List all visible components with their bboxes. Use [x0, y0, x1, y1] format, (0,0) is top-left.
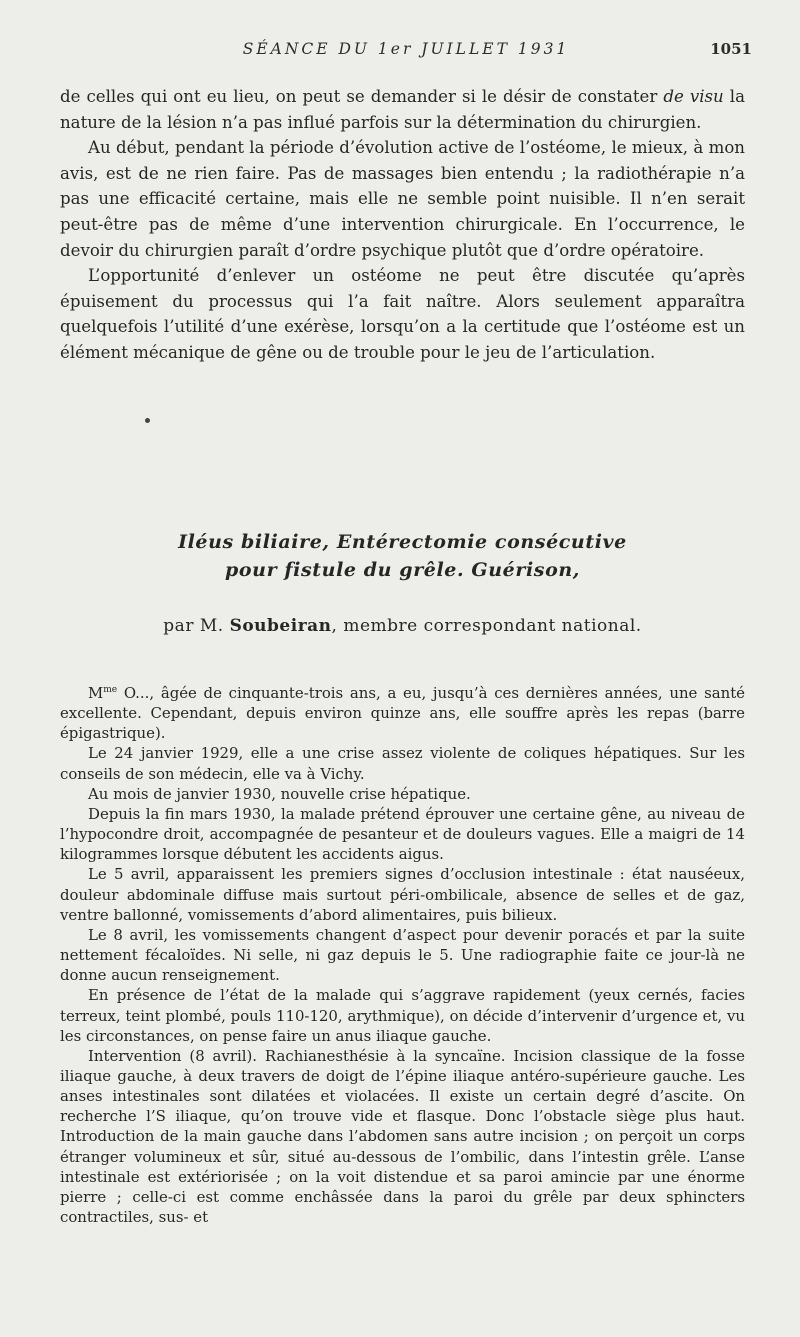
body-paragraph: Intervention (8 avril). Rachianesthésie à la syncaïne. Incision classique de la fosse iliaque gauche, à deux travers de doigt de l’épine iliaque antéro-supérieure gauche. Les anses intestinales sont dilatées et violacées. Il existe un certain degré d’ascite. On recherche l’S iliaque, qu’on trouve vide et flasque. Donc l’obstacle siège plus haut. Introduction de la main gauche dans l’abdomen sans autre incision ; on perçoit un corps étranger volumineux et sûr, situé au-dessous de l’ombilic, dans l’intestin grêle. L’anse intestinale est extériorisée ; on la voit distendue et sa paroi amincie par une énorme pierre ; celle-ci est comme enchâssée dans la paroi du grêle par deux sphincters contractiles, sus- et [60, 1046, 745, 1227]
page-number: 1051 [710, 40, 752, 58]
intro-section [60, 84, 745, 366]
body-paragraph: Le 8 avril, les vomissements changent d’aspect pour devenir poracés et par la suite nettement fécaloïdes. Ni selle, ni gaz depuis le 5. Une radiographie faite ce jour-là ne donne aucun renseignement. [60, 925, 745, 985]
body-paragraph: Le 24 janvier 1929, elle a une crise assez violente de coliques hépatiques. Sur les conseils de son médecin, elle va à Vichy. [60, 744, 745, 783]
article-title-line: Iléus biliaire, Entérectomie consécutive [178, 531, 627, 553]
intro-paragraph: L’opportunité d’enlever un ostéome ne peut être discutée qu’après épuisement du processus qui l’a fait naître. Alors seulement apparaîtra quelquefois l’utilité d’une exérèse, lorsqu’on a la certitude que l’ostéome est un élément mécanique de gêne ou de trouble pour le jeu de l’articulation. [60, 266, 745, 362]
author-name: Soubeiran [229, 616, 332, 636]
body-paragraph: Le 5 avril, apparaissent les premiers signes d’occlusion intestinale : état nauséeux, douleur abdominale diffuse mais surtout péri-ombilicale, absence de selles et de gaz, ventre ballonné, vomissements d’abord alimentaires, puis bilieux. [60, 865, 745, 924]
body-paragraph: $M^{me}$ O..., âgée de cinquante-trois ans, a eu, jusqu’à ces dernières années, une santé excellente. Cependant, depuis environ quinze ans, elle souffre après les repas (barre épigastrique). [60, 684, 745, 743]
page-header [60, 40, 752, 64]
body-paragraph: Depuis la fin mars 1930, la malade prétend éprouver une certaine gêne, au niveau de l’hypocondre droit, accompagnée de pesanteur et de douleurs vagues. Elle a maigri de 14 kilogrammes lorsque débutent les accidents aigus. [60, 804, 745, 864]
intro-paragraph: de celles qui ont eu lieu, on peut se demander si le désir de constater de visu la nature de la lésion n’a pas influé parfois sur la détermination du chirurgien. [60, 87, 745, 132]
article-byline: par M. Soubeiran, membre correspondant national. [163, 616, 642, 636]
body-paragraph: Au mois de janvier 1930, nouvelle crise hépatique. [88, 784, 471, 803]
article-title-line: pour fistule du grêle. Guérison, [225, 559, 580, 581]
intro-paragraph: Au début, pendant la période d’évolution active de l’ostéome, le mieux, à mon avis, est de ne rien faire. Pas de massages bien entendu ; la radiothérapie n’a pas une efficacité certaine, mais elle ne semble point nuisible. Il n’en serait peut-être pas de même d’une intervention chirurgicale. En l’occurrence, le devoir du chirurgien paraît d’ordre psychique plutôt que d’ordre opératoire. [60, 138, 745, 260]
latin-phrase: de visu [663, 87, 724, 106]
body-paragraph: En présence de l’état de la malade qui s’aggrave rapidement (yeux cernés, facies terreux, teint plombé, pouls 110-120, arythmique), on décide d’intervenir d’urgence et, vu les circonstances, on pense faire un anus iliaque gauche. [60, 986, 745, 1045]
running-title: SÉANCE DU 1er JUILLET 1931 [242, 40, 570, 58]
article-body [60, 683, 745, 1227]
stray-mark [145, 418, 150, 423]
article-title [60, 528, 745, 584]
